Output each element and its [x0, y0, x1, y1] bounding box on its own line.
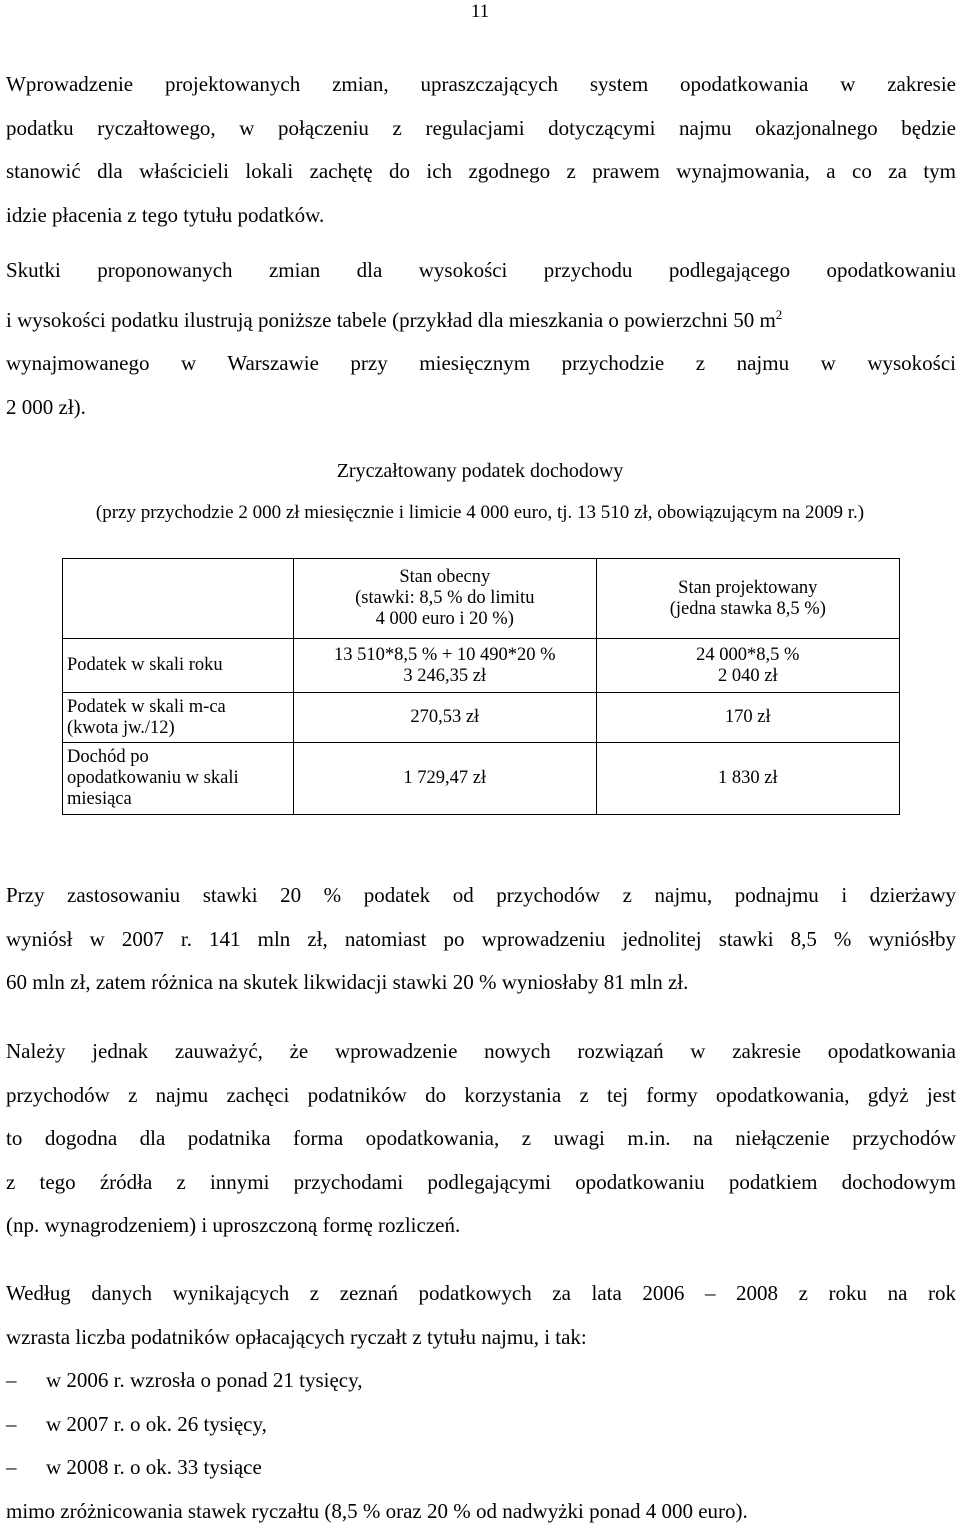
text-line: 60 mln zł, zatem różnica na skutek likwidacji stawki 20 % wyniosłaby 81 mln zł.	[6, 961, 956, 1005]
text-line: Należy jednak zauważyć, że wprowadzenie nowych rozwiązań w zakresie opodatkowania	[6, 1030, 956, 1074]
list-item	[6, 1403, 956, 1447]
header-line: Stan obecny	[298, 567, 592, 588]
dash-marker: –	[6, 1359, 46, 1403]
cell-line: 1 729,47 zł	[298, 768, 592, 789]
page-number: 11	[0, 0, 960, 28]
row-label	[63, 639, 294, 693]
text-line: to dogodna dla podatnika forma opodatkowania, z uwagi m.in. na niełączenie przychodów	[6, 1117, 956, 1161]
cell-projected	[596, 693, 899, 743]
header-current	[293, 559, 596, 639]
list-item-text: w 2008 r. o ok. 33 tysiące	[46, 1455, 262, 1479]
text-line: podatku ryczałtowego, w połączeniu z regulacjami dotyczącymi najmu okazjonalnego będzie	[6, 107, 956, 151]
text-line: stanowić dla właścicieli lokali zachętę do ich zgodnego z prawem wynajmowania, a co za tym	[6, 150, 956, 194]
label-line: Podatek w skali m-ca	[67, 697, 289, 718]
cell-line: 170 zł	[601, 707, 895, 728]
cell-current	[293, 693, 596, 743]
list-item	[6, 1359, 956, 1403]
label-line: miesiąca	[67, 789, 289, 810]
text-line: przychodów z najmu zachęci podatników do korzystania z tej formy opodatkowania, gdyż jest	[6, 1074, 956, 1118]
text-line: Skutki proponowanych zmian dla wysokości przychodu podlegającego opodatkowaniu	[6, 249, 956, 293]
cell-current	[293, 639, 596, 693]
header-projected	[596, 559, 899, 639]
paragraph-effects	[6, 249, 956, 429]
list-item-text: w 2007 r. o ok. 26 tysięcy,	[46, 1412, 267, 1436]
cell-line: 13 510*8,5 % + 10 490*20 %	[298, 645, 592, 666]
empty-header-cell	[63, 559, 294, 639]
list-item-text: w 2006 r. wzrosła o ponad 21 tysięcy,	[46, 1368, 363, 1392]
cell-current	[293, 743, 596, 815]
paragraph-note	[6, 1030, 956, 1248]
text-line: wynajmowanego w Warszawie przy miesięcznym przychodzie z najmu w wysokości	[6, 342, 956, 386]
label-line: (kwota jw./12)	[67, 718, 289, 739]
dash-marker: –	[6, 1403, 46, 1447]
label-line: opodatkowaniu w skali	[67, 768, 289, 789]
text-line: wyniósł w 2007 r. 141 mln zł, natomiast po wprowadzeniu jednolitej stawki 8,5 % wyniósłby	[6, 918, 956, 962]
row-label	[63, 743, 294, 815]
list-item	[6, 1446, 956, 1490]
label-line: Dochód po	[67, 747, 289, 768]
text-line: mimo zróżnicowania stawek ryczałtu (8,5 % oraz 20 % od nadwyżki ponad 4 000 euro).	[6, 1490, 956, 1533]
text-line: z tego źródła z innymi przychodami podlegającymi opodatkowaniu podatkiem dochodowym	[6, 1161, 956, 1205]
cell-line: 1 830 zł	[601, 768, 895, 789]
text-line: Według danych wynikających z zeznań podatkowych za lata 2006 – 2008 z roku na rok	[6, 1272, 956, 1316]
cell-line: 3 246,35 zł	[298, 666, 592, 687]
dash-marker: –	[6, 1446, 46, 1490]
header-line: (jedna stawka 8,5 %)	[601, 599, 895, 620]
text-line: Wprowadzenie projektowanych zmian, upraszczających system opodatkowania w zakresie	[6, 63, 956, 107]
cell-projected	[596, 743, 899, 815]
table-title: Zryczałtowany podatek dochodowy	[0, 458, 960, 484]
text-line: 2 000 zł).	[6, 386, 956, 430]
tax-comparison-table	[62, 558, 900, 815]
paragraph-intro	[6, 63, 956, 237]
row-label	[63, 693, 294, 743]
text-segment: i wysokości podatku ilustrują poniższe tabele (przykład dla mieszkania o powierzchni 50 m	[6, 308, 776, 332]
table-subtitle: (przy przychodzie 2 000 zł miesięcznie i limicie 4 000 euro, tj. 13 510 zł, obowiązującym na 2009 r.)	[0, 500, 960, 526]
superscript: 2	[776, 307, 783, 322]
cell-line: 2 040 zł	[601, 666, 895, 687]
table-row	[63, 743, 900, 815]
paragraph-statistics	[6, 1272, 956, 1533]
paragraph-revenue	[6, 874, 956, 1005]
text-line: Przy zastosowaniu stawki 20 % podatek od przychodów z najmu, podnajmu i dzierżawy	[6, 874, 956, 918]
cell-projected	[596, 639, 899, 693]
cell-line: 24 000*8,5 %	[601, 645, 895, 666]
text-line	[6, 293, 956, 343]
table-row	[63, 693, 900, 743]
header-line: (stawki: 8,5 % do limitu	[298, 588, 592, 609]
cell-line: 270,53 zł	[298, 707, 592, 728]
table-header-row	[63, 559, 900, 639]
header-line: Stan projektowany	[601, 578, 895, 599]
table-row	[63, 639, 900, 693]
text-line: idzie płacenia z tego tytułu podatków.	[6, 194, 956, 238]
text-line: (np. wynagrodzeniem) i uproszczoną formę rozliczeń.	[6, 1204, 956, 1248]
text-line: wzrasta liczba podatników opłacających ryczałt z tytułu najmu, i tak:	[6, 1316, 956, 1360]
label-line: Podatek w skali roku	[67, 655, 289, 676]
header-line: 4 000 euro i 20 %)	[298, 609, 592, 630]
